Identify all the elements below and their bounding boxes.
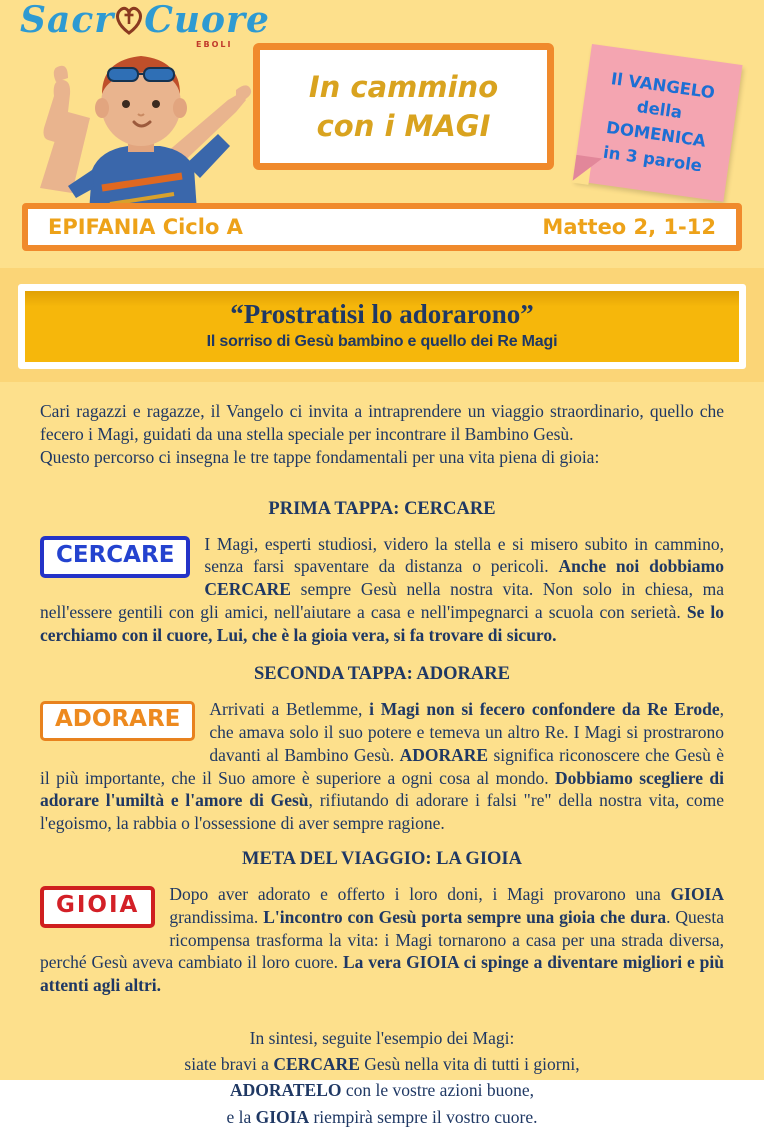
gioia-text: Dopo aver adorato e offerto i loro doni, i Magi provarono una GIOIA grandissima. L'incontro con Gesù porta sempre una gioia che dura. Questa ricompensa trasforma la vita: i Magi tornarono a casa per una strada diversa, perché Gesù aveva cambiato il loro cuore. La vera GIOIA ci spinge a diventare migliori e più attenti agli altri. <box>40 884 724 996</box>
section-gioia <box>40 883 724 997</box>
adorare-text: Arrivati a Betlemme, i Magi non si fecero confondere da Re Erode, che amava solo il suo potere e temeva un altro Re. I Magi si prostrarono davanti al Bambino Gesù. ADORARE significa riconoscere che Gesù è il più importante, che il Suo amore è superiore a ogni cosa al mondo. Dobbiamo scegliere di adorare l'umiltà e l'amore di Gesù, rifiutando di adorare i falsi "re" della nostra vita, come l'egoismo, la rabbia o l'ossessione di aver sempre ragione. <box>40 699 724 834</box>
heart-cross-icon <box>112 4 146 38</box>
summary-line-4: e la GIOIA riempirà sempre il vostro cuore. <box>226 1106 538 1127</box>
quote-subtitle: Il sorriso di Gesù bambino e quello dei Re Magi <box>206 333 558 351</box>
logo-city-label: EBOLI <box>196 40 233 49</box>
quote-box <box>18 284 746 369</box>
section-heading-cercare: PRIMA TAPPA: CERCARE <box>268 498 496 519</box>
title-line-1: In cammino <box>308 69 499 104</box>
section-cercare <box>40 533 724 647</box>
summary-block <box>40 1025 724 1130</box>
logo-word1: Sacr <box>20 0 115 41</box>
cercare-label-box: CERCARE <box>40 536 190 578</box>
liturgy-header-bar <box>22 203 742 251</box>
note-line-2: della <box>635 97 684 123</box>
summary-line-3: ADORATELO con le vostre azioni buone, <box>230 1080 534 1101</box>
gospel-sticky-note <box>573 44 743 202</box>
summary-line-2: siate bravi a CERCARE Gesù nella vita di tutti i giorni, <box>184 1054 580 1075</box>
adorare-label-box: ADORARE <box>40 701 195 741</box>
intro-paragraph <box>40 400 724 468</box>
title-line-2: con i MAGI <box>316 108 491 143</box>
body-text <box>0 400 764 1129</box>
gioia-label-box: GIOIA <box>40 886 155 928</box>
title-box <box>253 43 554 170</box>
intro-p2: Questo percorso ci insegna le tre tappe fondamentali per una vita piena di gioia: <box>40 446 600 467</box>
note-line-4: in 3 parole <box>601 142 704 176</box>
note-line-3: DOMENICA <box>605 117 708 151</box>
logo-word2: Cuore <box>144 0 270 41</box>
boy-photo <box>10 38 270 226</box>
sacro-cuore-logo <box>20 0 270 41</box>
cercare-text: I Magi, esperti studiosi, videro la stella e si misero subito in cammino, senza farsi spaventare da distanza o pericoli. Anche noi dobbiamo CERCARE sempre Gesù nella nostra vita. Non solo in chiesa, ma nell'essere gentili con gli amici, nell'aiutare a casa e nell'impegnarci a scuola con serietà. Se lo cerchiamo con il cuore, Lui, che è la gioia vera, si fa trovare di sicuro. <box>40 533 724 645</box>
liturgy-name: EPIFANIA Ciclo A <box>48 215 243 239</box>
main-content <box>0 268 764 1130</box>
section-heading-gioia: META DEL VIAGGIO: LA GIOIA <box>242 848 522 869</box>
section-adorare <box>40 698 724 835</box>
intro-p1: Cari ragazzi e ragazze, il Vangelo ci invita a intraprendere un viaggio straordinario, quello che fecero i Magi, guidati da una stella speciale per incontrare il Bambino Gesù. <box>40 401 724 445</box>
quote-band <box>0 268 764 382</box>
gospel-reference: Matteo 2, 1-12 <box>542 215 716 239</box>
quote-title: “Prostratisi lo adorarono” <box>230 299 534 329</box>
summary-line-1: In sintesi, seguite l'esempio dei Magi: <box>249 1027 515 1048</box>
note-line-1: Il VANGELO <box>609 68 717 102</box>
section-heading-adorare: SECONDA TAPPA: ADORARE <box>254 664 510 685</box>
